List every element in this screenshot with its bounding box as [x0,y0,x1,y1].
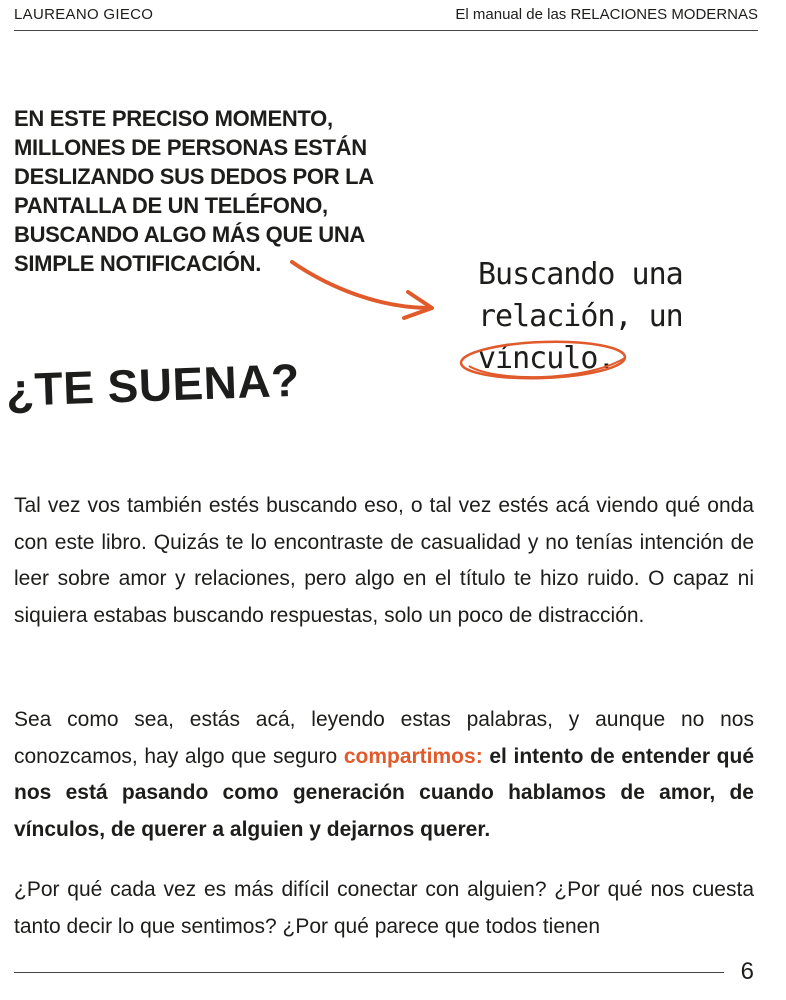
arrow-icon [280,250,450,330]
header-divider [14,30,758,31]
note-line-2: relación, un [478,299,683,334]
note-circled-word: vínculo. [478,341,615,376]
paragraph-2-bold: el intento de entender qué nos está pasando como generación cuando hablamos de amor, de vínculos, de querer a alguien y dejarnos querer. [14,744,754,841]
page-number: 6 [740,958,754,985]
paragraph-2-accent: compartimos: [343,744,483,768]
section-heading: ¿TE SUENA? [5,353,301,416]
footer-divider [14,972,724,973]
intro-text: EN ESTE PRECISO MOMENTO, MILLONES DE PERSONAS ESTÁN DESLIZANDO SUS DEDOS POR LA PANTALLA DE UN TELÉFONO, BUSCANDO ALGO MÁS QUE UNA SIMPLE NOTIFICACIÓN. [14,106,374,276]
note-line-1: Buscando una [478,257,683,292]
paragraph-2 [14,702,754,848]
paragraph-3: ¿Por qué cada vez es más difícil conectar con alguien? ¿Por qué nos cuesta tanto decir lo que sentimos? ¿Por qué parece que todos tienen [14,878,754,938]
header-book-title: El manual de las RELACIONES MODERNAS [455,6,758,23]
paragraph-2-text: Sea como sea, estás acá, leyendo estas palabras, y aunque no nos conozcamos, hay algo que seguro [14,708,754,768]
paragraph-1: Tal vez vos también estés buscando eso, o tal vez estés acá viendo qué onda con este libro. Quizás te lo encontraste de casualidad y no tenías intención de leer sobre amor y relaciones, pero algo en el título te hizo ruido. O capaz ni siquiera estabas buscando respuestas, solo un poco de distracción. [14,494,754,627]
header-author: LAUREANO GIECO [14,6,154,23]
circle-scribble-icon [455,336,635,386]
